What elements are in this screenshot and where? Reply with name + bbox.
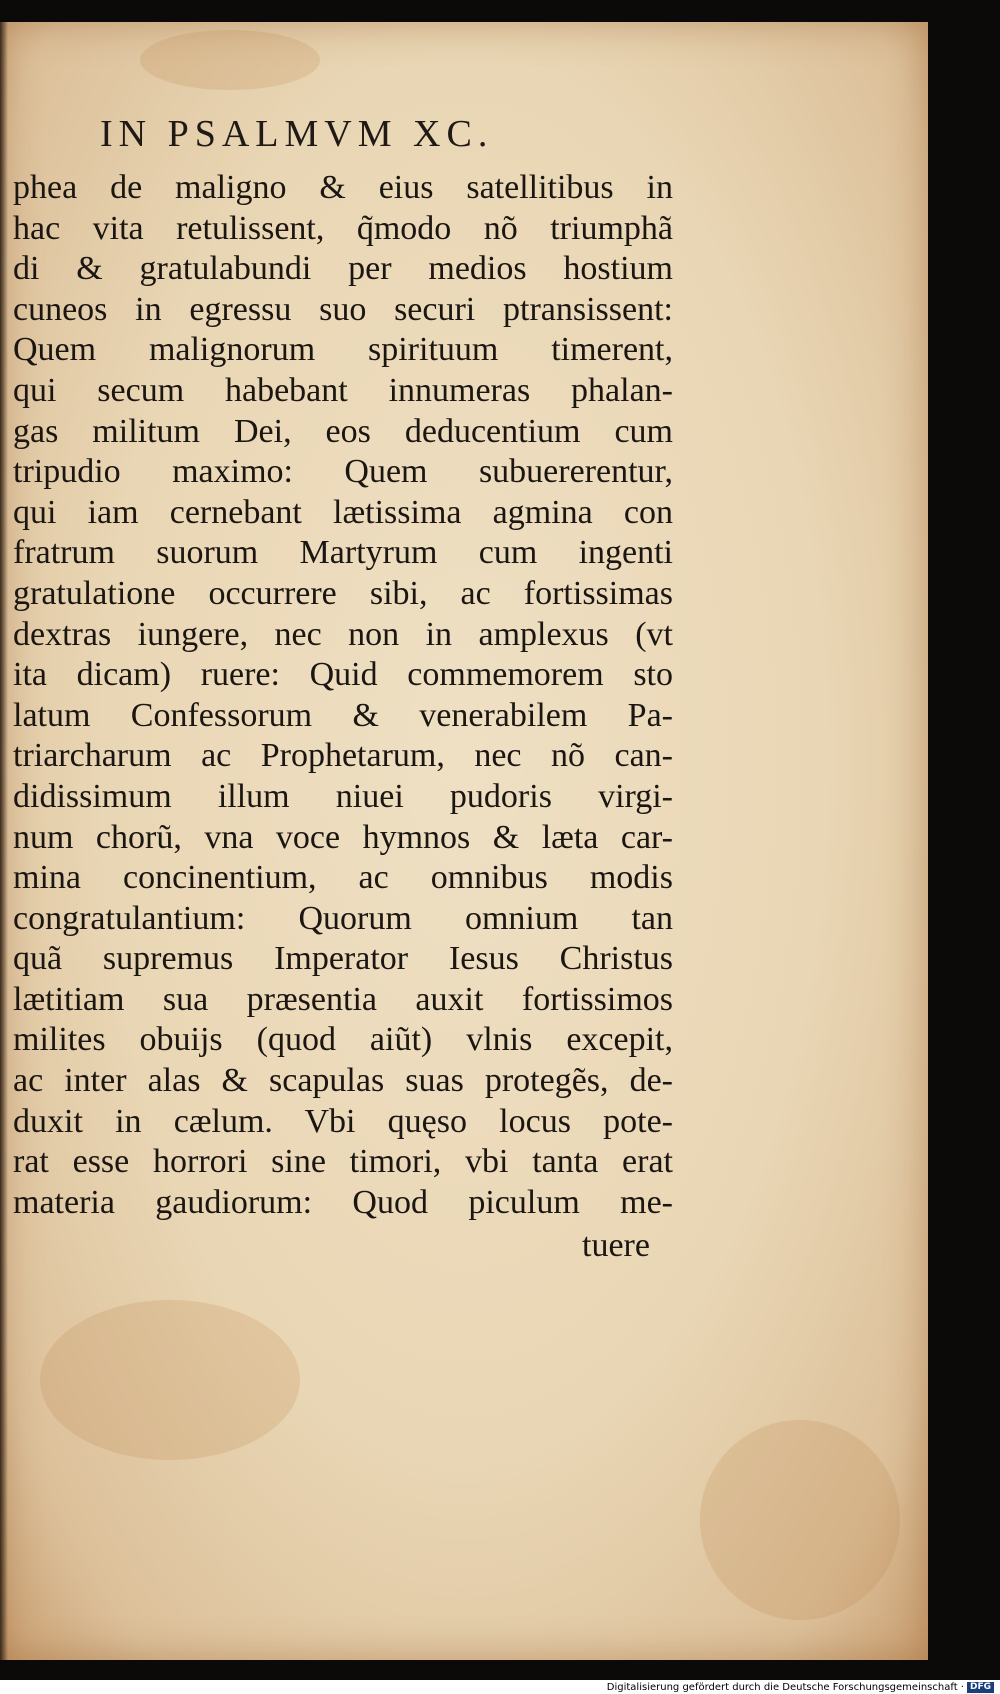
text-line: num chorũ, vna voce hymnos & læta car- bbox=[13, 818, 673, 856]
text-line: duxit in cælum. Vbi quęso locus pote- bbox=[13, 1102, 673, 1140]
text-line: hac vita retulissent, q̃modo nõ triumphã bbox=[13, 209, 673, 247]
running-head: IN PSALMVM XC. bbox=[100, 113, 494, 155]
text-line: Quem malignorum spirituum timerent, bbox=[13, 331, 673, 369]
text-line: fratrum suorum Martyrum cum ingenti bbox=[13, 534, 673, 572]
text-line: di & gratulabundi per medios hostium bbox=[13, 250, 673, 288]
text-line: materia gaudiorum: Quod piculum me- bbox=[13, 1183, 673, 1221]
text-line: gas militum Dei, eos deducentium cum bbox=[13, 412, 673, 450]
text-line: phea de maligno & eius satellitibus in bbox=[13, 169, 673, 206]
dfg-logo: DFG bbox=[967, 1682, 994, 1693]
text-line: mina concinentium, ac omnibus modis bbox=[13, 859, 673, 897]
text-line: dextras iungere, nec non in amplexus (vt bbox=[13, 615, 673, 653]
body-text bbox=[13, 168, 673, 1223]
text-line: triarcharum ac Prophetarum, nec nõ can- bbox=[13, 737, 673, 775]
paper-stain bbox=[40, 1300, 300, 1460]
text-line: ac inter alas & scapulas suas protegẽs, de- bbox=[13, 1062, 673, 1100]
text-line: rat esse horrori sine timori, vbi tanta erat bbox=[13, 1143, 673, 1181]
paper-stain bbox=[140, 30, 320, 90]
text-line: quã supremus Imperator Iesus Christus bbox=[13, 940, 673, 978]
text-line: congratulantium: Quorum omnium tan bbox=[13, 899, 673, 937]
text-line: qui iam cernebant lætissima agmina con bbox=[13, 493, 673, 531]
text-line: ita dicam) ruere: Quid commemorem sto bbox=[13, 656, 673, 694]
text-line: lætitiam sua præsentia auxit fortissimos bbox=[13, 980, 673, 1018]
page-gutter-shadow bbox=[0, 22, 8, 1660]
credit-text: Digitalisierung gefördert durch die Deutsche Forschungsgemeinschaft · bbox=[606, 1682, 964, 1693]
digitization-credit bbox=[607, 1681, 994, 1694]
text-line: tripudio maximo: Quem subuererentur, bbox=[13, 453, 673, 491]
paper-stain bbox=[700, 1420, 900, 1620]
text-line: latum Confessorum & venerabilem Pa- bbox=[13, 696, 673, 734]
text-line: cuneos in egressu suo securi ptransissent: bbox=[13, 290, 673, 328]
catchword: tuere bbox=[582, 1227, 650, 1264]
text-line: didissimum illum niuei pudoris virgi- bbox=[13, 777, 673, 815]
text-line: gratulatione occurrere sibi, ac fortissimas bbox=[13, 574, 673, 612]
text-line: qui secum habebant innumeras phalan- bbox=[13, 371, 673, 409]
text-line: milites obuijs (quod aiũt) vlnis excepit, bbox=[13, 1021, 673, 1059]
